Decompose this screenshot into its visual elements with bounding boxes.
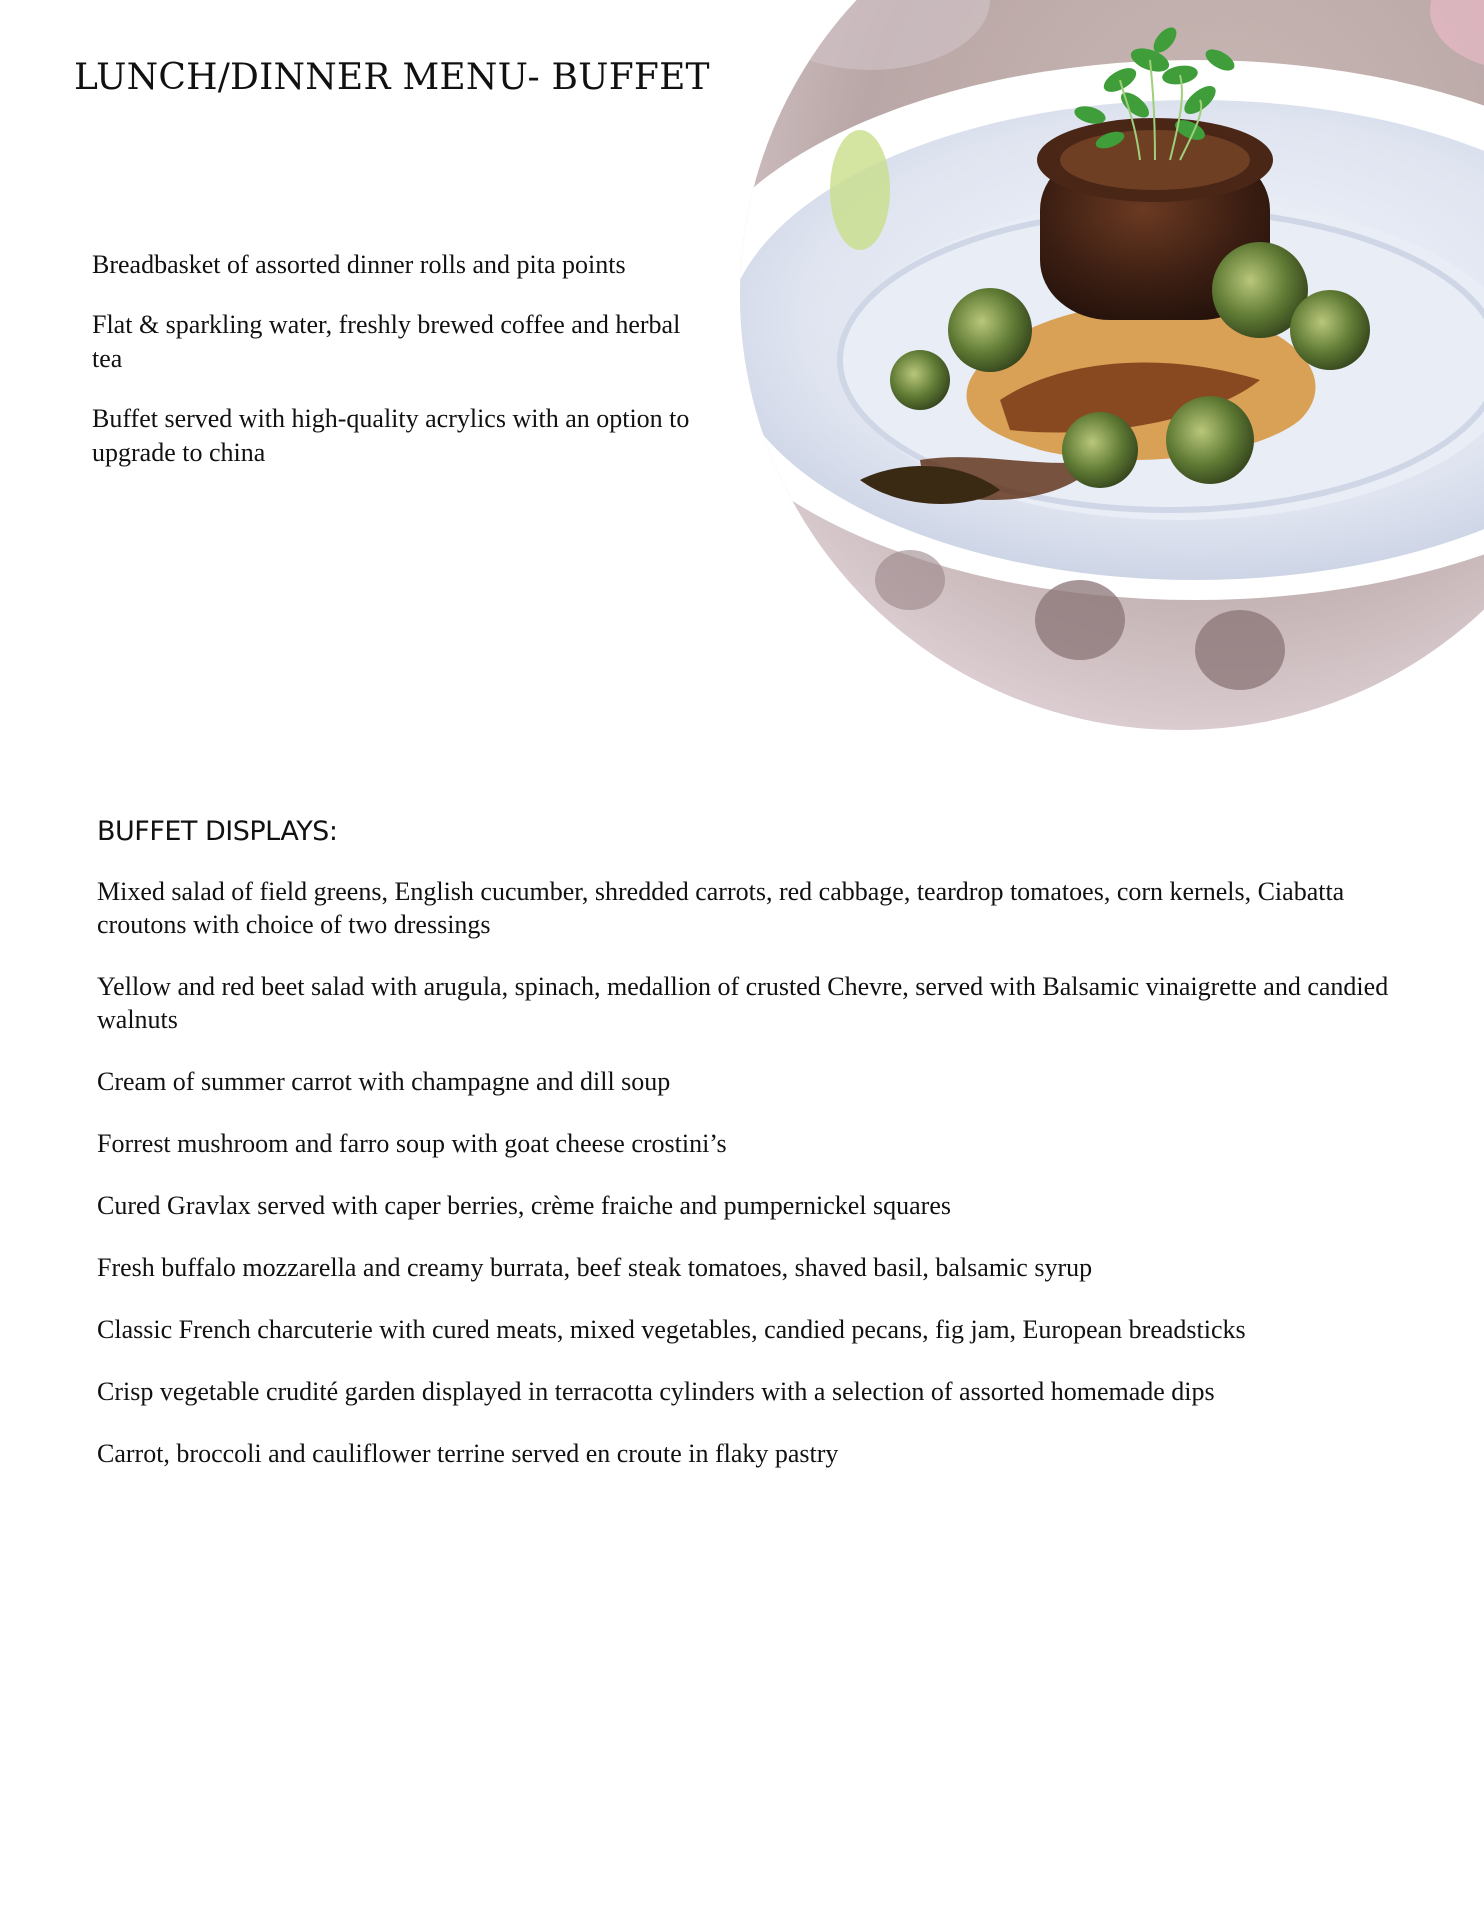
list-item: Carrot, broccoli and cauliflower terrine served en croute in flaky pastry xyxy=(97,1439,839,1468)
list-item: Cream of summer carrot with champagne and dill soup xyxy=(97,1067,671,1096)
list-item: Classic French charcuterie with cured meats, mixed vegetables, candied pecans, fig jam, European breadsticks xyxy=(97,1315,1246,1344)
list-item: Cured Gravlax served with caper berries, crème fraiche and pumpernickel squares xyxy=(97,1191,952,1220)
list-item: Forrest mushroom and farro soup with goat cheese crostini’s xyxy=(97,1129,727,1158)
intro-item-bread: Breadbasket of assorted dinner rolls and pita points xyxy=(92,250,626,279)
intro-item-service: Buffet served with high-quality acrylics with an option to upgrade to china xyxy=(92,404,690,467)
list-item: Crisp vegetable crudité garden displayed in terracotta cylinders with a selection of assorted homemade dips xyxy=(97,1377,1215,1406)
list-item: Fresh buffalo mozzarella and creamy burrata, beef steak tomatoes, shaved basil, balsamic syrup xyxy=(97,1253,1093,1282)
food-photo xyxy=(740,0,1484,730)
page-title: LUNCH/DINNER MENU- BUFFET xyxy=(74,57,710,98)
intro-item-beverages: Flat & sparkling water, freshly brewed coffee and herbal tea xyxy=(92,310,681,373)
buffet-displays-list xyxy=(97,875,1437,1470)
intro-section xyxy=(92,248,692,496)
buffet-displays-section xyxy=(97,815,1437,1499)
section-heading: BUFFET DISPLAYS: xyxy=(97,816,338,847)
list-item: Yellow and red beet salad with arugula, spinach, medallion of crusted Chevre, served with Balsamic vinaigrette and candied walnuts xyxy=(97,972,1389,1034)
plated-dish-illustration xyxy=(740,0,1484,730)
list-item: Mixed salad of field greens, English cucumber, shredded carrots, red cabbage, teardrop tomatoes, corn kernels, Ciabatta croutons with choice of two dressings xyxy=(97,877,1345,939)
